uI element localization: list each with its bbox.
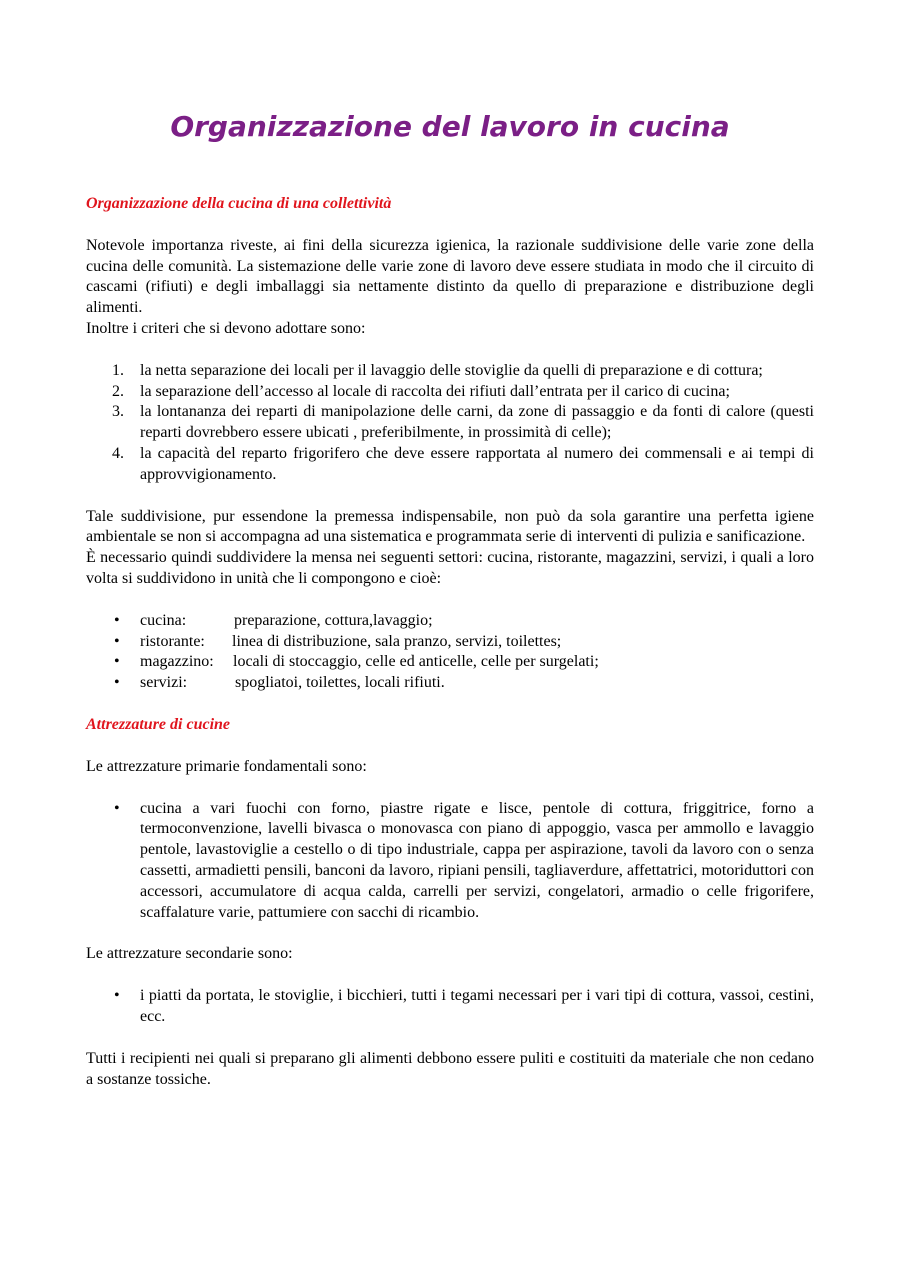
list-item-text: la separazione dell’accesso al locale di raccolta dei rifiuti dall’entrata per il carico di cucina; bbox=[140, 382, 730, 400]
list-item bbox=[86, 986, 814, 1028]
section-heading-attrezzature: Attrezzature di cucine bbox=[86, 715, 231, 733]
sector-key: cucina: bbox=[140, 611, 187, 629]
paragraph-settori: È necessario quindi suddividere la mensa nei seguenti settori: cucina, ristorante, magazzini, servizi, i quali a loro volta si suddividono in unità che li compongono e cioè: bbox=[86, 549, 814, 587]
list-item bbox=[86, 632, 814, 653]
list-item bbox=[86, 799, 814, 924]
bullet-icon: • bbox=[114, 987, 120, 1005]
sector-value: spogliatoi, toilettes, locali rifiuti. bbox=[235, 674, 445, 692]
sector-key: ristorante: bbox=[140, 632, 205, 650]
bullet-icon: • bbox=[114, 674, 120, 692]
list-item bbox=[86, 444, 814, 486]
list-item-text: cucina a vari fuochi con forno, piastre rigate e lisce, pentole di cottura, friggitrice, forno a termoconvenzione, lavelli bivasca o monovasca con piano di appoggio, vasca per ammollo e lavaggio pentole, lavastoviglie a cestello o di tipo industriale, cappa per aspirazione, tavoli da lavoro con o senza cassetti, armadietti pensili, banconi da lavoro, ripiani pensili, tagliaverdure, affettatrici, motoriduttori con accessori, accumulatore di acqua calda, carrelli per servizi, congelatori, armadio o celle frigorifere, scaffalature varie, pattumiere con sacchi di ricambio. bbox=[140, 799, 814, 921]
primary-intro: Le attrezzature primarie fondamentali sono: bbox=[86, 757, 367, 775]
list-number: 2. bbox=[112, 382, 124, 400]
bullet-icon: • bbox=[114, 653, 120, 671]
list-number: 4. bbox=[112, 444, 124, 462]
sector-key: magazzino: bbox=[140, 653, 214, 671]
document-body bbox=[86, 194, 814, 1090]
list-item bbox=[86, 611, 814, 632]
sectors-list bbox=[86, 611, 814, 694]
list-item-text: la netta separazione dei locali per il lavaggio delle stoviglie da quelli di preparazione e di cottura; bbox=[140, 361, 763, 379]
paragraph-suddivisione: Tale suddivisione, pur essendone la premessa indispensabile, non può da sola garantire una perfetta igiene ambientale se non si accompagna ad una sistematica e programmata serie di interventi di pulizia e sanificazione. bbox=[86, 507, 814, 546]
primary-equipment-list bbox=[86, 799, 814, 924]
bullet-icon: • bbox=[114, 611, 120, 629]
list-item bbox=[86, 361, 814, 382]
secondary-intro: Le attrezzature secondarie sono: bbox=[86, 945, 293, 963]
sector-value: locali di stoccaggio, celle ed anticelle, celle per surgelati; bbox=[233, 653, 599, 671]
list-item-text: la capacità del reparto frigorifero che deve essere rapportata al numero dei commensali e ai tempi di approvvigionamento. bbox=[140, 444, 814, 483]
criteria-intro: Inoltre i criteri che si devono adottare sono: bbox=[86, 319, 366, 337]
list-item-text: la lontananza dei reparti di manipolazione delle carni, da zone di passaggio e da fonti di calore (questi reparti dovrebbero essere ubicati , preferibilmente, in prossimità di celle); bbox=[140, 403, 814, 442]
list-item bbox=[86, 673, 814, 694]
sector-value: linea di distribuzione, sala pranzo, servizi, toilettes; bbox=[232, 632, 562, 650]
list-item-text: i piatti da portata, le stoviglie, i bicchieri, tutti i tegami necessari per i vari tipi di cottura, vassoi, cestini, ecc. bbox=[140, 987, 814, 1025]
secondary-equipment-list bbox=[86, 986, 814, 1028]
criteria-list bbox=[86, 361, 814, 486]
list-item bbox=[86, 402, 814, 444]
closing-paragraph: Tutti i recipienti nei quali si preparano gli alimenti debbono essere puliti e costituiti da materiale che non cedano a sostanze tossiche. bbox=[86, 1049, 814, 1088]
bullet-icon: • bbox=[114, 799, 120, 817]
intro-paragraph: Notevole importanza riveste, ai fini della sicurezza igienica, la razionale suddivisione delle varie zone della cucina delle comunità. La sistemazione delle varie zone di lavoro deve essere studiata in modo che il circuito di cascami (rifiuti) e degli imballaggi sia nettamente distinto da quello di preparazione e distribuzione degli alimenti. bbox=[86, 236, 814, 317]
sector-key: servizi: bbox=[140, 674, 188, 692]
list-item bbox=[86, 382, 814, 403]
section-heading-organizzazione: Organizzazione della cucina di una collettività bbox=[86, 195, 392, 212]
page-title: Organizzazione del lavoro in cucina bbox=[170, 110, 730, 143]
list-number: 1. bbox=[112, 361, 124, 379]
list-number: 3. bbox=[112, 403, 124, 421]
sector-value: preparazione, cottura,lavaggio; bbox=[234, 611, 433, 629]
bullet-icon: • bbox=[114, 632, 120, 650]
list-item bbox=[86, 652, 814, 673]
